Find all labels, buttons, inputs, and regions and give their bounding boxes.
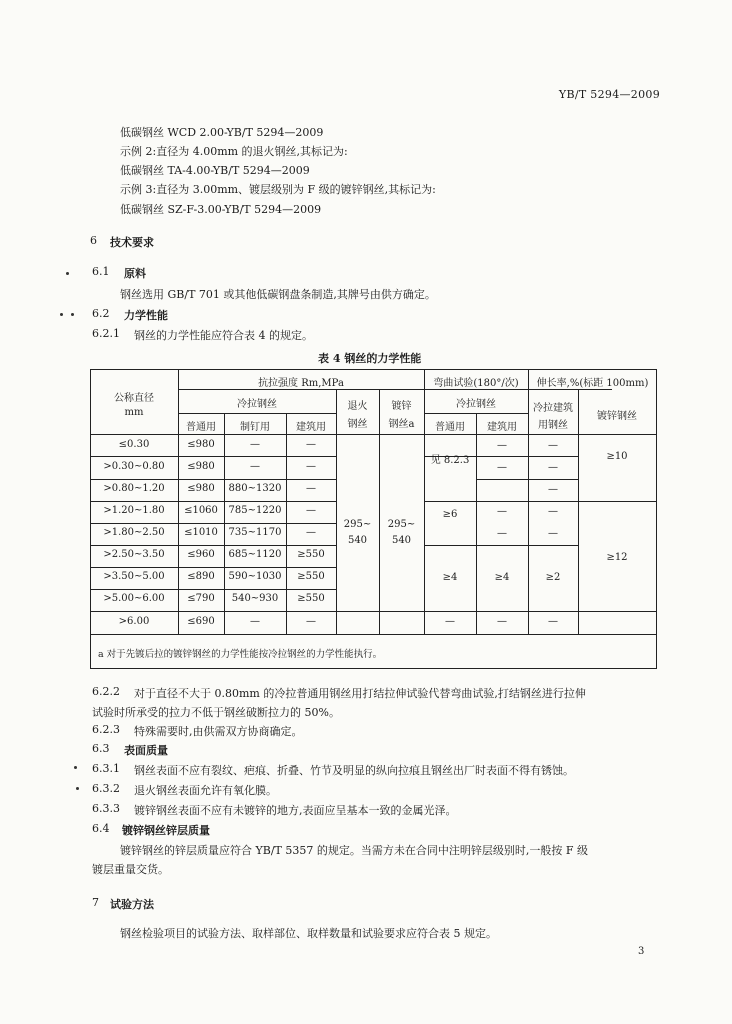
- cell-common: ≤980: [187, 439, 215, 450]
- section-6-4-title: 镀锌钢丝锌层质量: [122, 824, 210, 837]
- bend-dash-4: —: [497, 528, 507, 539]
- intro-line: 示例 3:直径为 3.00mm、镀层级别为 F 级的镀锌钢丝,其标记为:: [120, 183, 436, 196]
- cell-nail: 540~930: [231, 593, 279, 604]
- section-6-2-2-line2: 试验时所承受的拉力不低于钢丝破断拉力的 50%。: [92, 706, 340, 719]
- cell-building: —: [306, 461, 316, 472]
- bend-dash-last: —: [445, 616, 455, 627]
- col-nail: 制钉用: [240, 422, 270, 433]
- cell-building: ≥550: [297, 571, 325, 582]
- scan-dot: [71, 313, 74, 316]
- table-rule: [178, 413, 336, 414]
- cell-common: ≤1060: [184, 505, 218, 516]
- cell-diameter: >0.30~0.80: [103, 461, 165, 472]
- table-caption: 表 4 钢丝的力学性能: [318, 352, 422, 365]
- bend-ge4b: ≥4: [494, 572, 510, 583]
- table-rule: [178, 389, 612, 390]
- table-rule: [424, 501, 657, 502]
- section-6-title: 技术要求: [110, 236, 154, 249]
- bend-ge4: ≥4: [442, 572, 458, 583]
- bend-see: 见 8.2.3: [430, 455, 470, 466]
- table-rule: [90, 611, 657, 612]
- col-diameter-unit: mm: [124, 407, 144, 418]
- col-galvanized-2: 钢丝a: [388, 419, 415, 430]
- elong-dash-5: —: [548, 528, 558, 539]
- table-rule: [656, 369, 657, 669]
- elong-dash-last: —: [548, 616, 558, 627]
- col-building: 建筑用: [296, 422, 326, 433]
- section-7-text: 钢丝检验项目的试验方法、取样部位、取样数量和试验要求应符合表 5 规定。: [120, 927, 497, 940]
- section-6-3-number: 6.3: [92, 742, 110, 755]
- section-6-1-title: 原料: [124, 267, 146, 280]
- section-6-2-number: 6.2: [92, 307, 110, 320]
- cell-common: ≤790: [187, 593, 215, 604]
- table-rule: [528, 479, 578, 480]
- cell-diameter: >1.80~2.50: [103, 527, 165, 538]
- section-6-3-3-number: 6.3.3: [92, 802, 120, 815]
- col-common: 普通用: [186, 422, 216, 433]
- table-rule: [578, 389, 579, 634]
- col-elongation: 伸长率,%(标距 100mm): [536, 378, 649, 389]
- cell-building: —: [306, 439, 316, 450]
- section-6-2-title: 力学性能: [124, 309, 168, 322]
- scan-dot: [60, 313, 63, 316]
- section-6-2-2-line1: 对于直径不大于 0.80mm 的冷拉普通用钢丝用打结拉伸试验代替弯曲试验,打结钢丝进行拉伸: [134, 687, 586, 700]
- table-rule: [90, 479, 336, 480]
- cell-nail: 590~1030: [228, 571, 282, 582]
- cell-common: ≤960: [187, 549, 215, 560]
- table-rule: [90, 523, 336, 524]
- intro-line: 低碳钢丝 WCD 2.00-YB/T 5294—2009: [120, 126, 324, 139]
- intro-line: 低碳钢丝 SZ-F-3.00-YB/T 5294—2009: [120, 203, 322, 216]
- section-6-2-2-number: 6.2.2: [92, 685, 120, 698]
- bend-dash-last-2: —: [497, 616, 507, 627]
- elong-dash-1: —: [548, 440, 558, 451]
- cell-building: —: [306, 505, 316, 516]
- cell-common: ≤980: [187, 461, 215, 472]
- section-7-title: 试验方法: [110, 898, 154, 911]
- elong-ge10: ≥10: [606, 451, 628, 462]
- section-6-1-text: 钢丝选用 GB/T 701 或其他低碳钢盘条制造,其牌号由供方确定。: [120, 288, 436, 301]
- cell-building: ≥550: [297, 549, 325, 560]
- intro-line: 示例 2:直径为 4.00mm 的退火钢丝,其标记为:: [120, 145, 348, 158]
- section-6-3-1-number: 6.3.1: [92, 762, 120, 775]
- intro-line: 低碳钢丝 TA-4.00-YB/T 5294—2009: [120, 164, 310, 177]
- scan-dot: [66, 272, 69, 275]
- table-footnote: a 对于先镀后拉的镀锌钢丝的力学性能按冷拉钢丝的力学性能执行。: [98, 649, 383, 660]
- table-rule: [90, 456, 336, 457]
- cell-building: —: [306, 616, 316, 627]
- cell-nail: —: [250, 461, 260, 472]
- mechanical-properties-table: [90, 369, 657, 669]
- cell-nail: 880~1320: [228, 483, 282, 494]
- cell-building: ≥550: [297, 593, 325, 604]
- elong-dash-2: —: [548, 462, 558, 473]
- col-bend-building: 建筑用: [487, 422, 517, 433]
- elong-ge12: ≥12: [606, 552, 628, 563]
- cell-nail: 735~1170: [228, 527, 282, 538]
- bend-dash-3: —: [497, 506, 507, 517]
- section-6-2-3-number: 6.2.3: [92, 723, 120, 736]
- cell-common: ≤690: [187, 616, 215, 627]
- cell-diameter: >2.50~3.50: [103, 549, 165, 560]
- section-6-4-number: 6.4: [92, 822, 110, 835]
- elong-dash-3: —: [548, 484, 558, 495]
- table-rule: [90, 434, 657, 435]
- cell-common: ≤890: [187, 571, 215, 582]
- elong-ge2: ≥2: [545, 572, 561, 583]
- scan-dot: [76, 787, 79, 790]
- section-6-2-3-text: 特殊需要时,由供需双方协商确定。: [134, 725, 303, 738]
- col-bend-cold: 冷拉钢丝: [456, 399, 496, 410]
- table-rule: [90, 545, 336, 546]
- section-7-number: 7: [92, 896, 99, 909]
- section-6-1-number: 6.1: [92, 265, 110, 278]
- annealed-value: 295~: [343, 519, 372, 530]
- section-6-2-1-number: 6.2.1: [92, 327, 120, 340]
- cell-diameter: >1.20~1.80: [103, 505, 165, 516]
- cell-common: ≤980: [187, 483, 215, 494]
- section-6-3-2-number: 6.3.2: [92, 782, 120, 795]
- col-bend-common: 普通用: [435, 422, 465, 433]
- section-6-number: 6: [90, 234, 97, 247]
- table-rule: [90, 634, 657, 635]
- bend-dash-1: —: [497, 440, 507, 451]
- col-bend: 弯曲试验(180°/次): [433, 378, 519, 389]
- col-diameter: 公称直径: [114, 393, 154, 404]
- cell-nail: —: [250, 616, 260, 627]
- section-6-4-line1: 镀锌钢丝的锌层质量应符合 YB/T 5357 的规定。当需方未在合同中注明锌层级别时,一般按 F 级: [120, 844, 588, 857]
- galv-value: 295~: [387, 519, 416, 530]
- section-6-4-line2: 镀层重量交货。: [92, 863, 169, 876]
- table-rule: [90, 567, 336, 568]
- table-rule: [90, 668, 657, 669]
- cell-nail: —: [250, 439, 260, 450]
- cell-diameter: >0.80~1.20: [103, 483, 165, 494]
- col-elong-cold-2: 用钢丝: [538, 420, 568, 431]
- table-rule: [476, 479, 528, 480]
- table-rule: [90, 369, 657, 370]
- standard-number: YB/T 5294—2009: [558, 88, 660, 101]
- section-6-3-1-text: 钢丝表面不应有裂纹、疤痕、折叠、竹节及明显的纵向拉痕且钢丝出厂时表面不得有锈蚀。: [134, 764, 574, 777]
- galv-value-2: 540: [391, 535, 412, 546]
- cell-nail: 685~1120: [228, 549, 282, 560]
- page-number: 3: [638, 946, 645, 957]
- cell-diameter: >6.00: [118, 616, 150, 627]
- bend-dash-2: —: [497, 462, 507, 473]
- table-rule: [90, 501, 336, 502]
- cell-building: —: [306, 483, 316, 494]
- elong-dash-4: —: [548, 506, 558, 517]
- scan-dot: [74, 766, 77, 769]
- cell-building: —: [306, 527, 316, 538]
- section-6-2-1-text: 钢丝的力学性能应符合表 4 的规定。: [134, 329, 313, 342]
- col-cold-drawn: 冷拉钢丝: [237, 399, 277, 410]
- section-6-3-title: 表面质量: [124, 744, 168, 757]
- col-galvanized: 镀锌: [391, 401, 412, 412]
- table-rule: [424, 545, 578, 546]
- col-elong-cold: 冷拉建筑: [533, 403, 573, 414]
- table-rule: [90, 589, 336, 590]
- annealed-value-2: 540: [347, 535, 368, 546]
- section-6-3-2-text: 退火钢丝表面允许有氧化膜。: [134, 784, 277, 797]
- cell-diameter: >5.00~6.00: [103, 593, 165, 604]
- col-annealed-2: 钢丝: [347, 419, 368, 430]
- table-rule: [528, 456, 578, 457]
- col-tensile: 抗拉强度 Rm,MPa: [258, 378, 344, 389]
- cell-diameter: ≤0.30: [118, 439, 150, 450]
- cell-common: ≤1010: [184, 527, 218, 538]
- bend-ge6: ≥6: [442, 509, 458, 520]
- cell-diameter: >3.50~5.00: [103, 571, 165, 582]
- section-6-3-3-text: 镀锌钢丝表面不应有未镀锌的地方,表面应呈基本一致的金属光泽。: [134, 804, 457, 817]
- col-elong-galv: 镀锌钢丝: [597, 411, 637, 422]
- cell-nail: 785~1220: [228, 505, 282, 516]
- col-annealed: 退火: [347, 401, 368, 412]
